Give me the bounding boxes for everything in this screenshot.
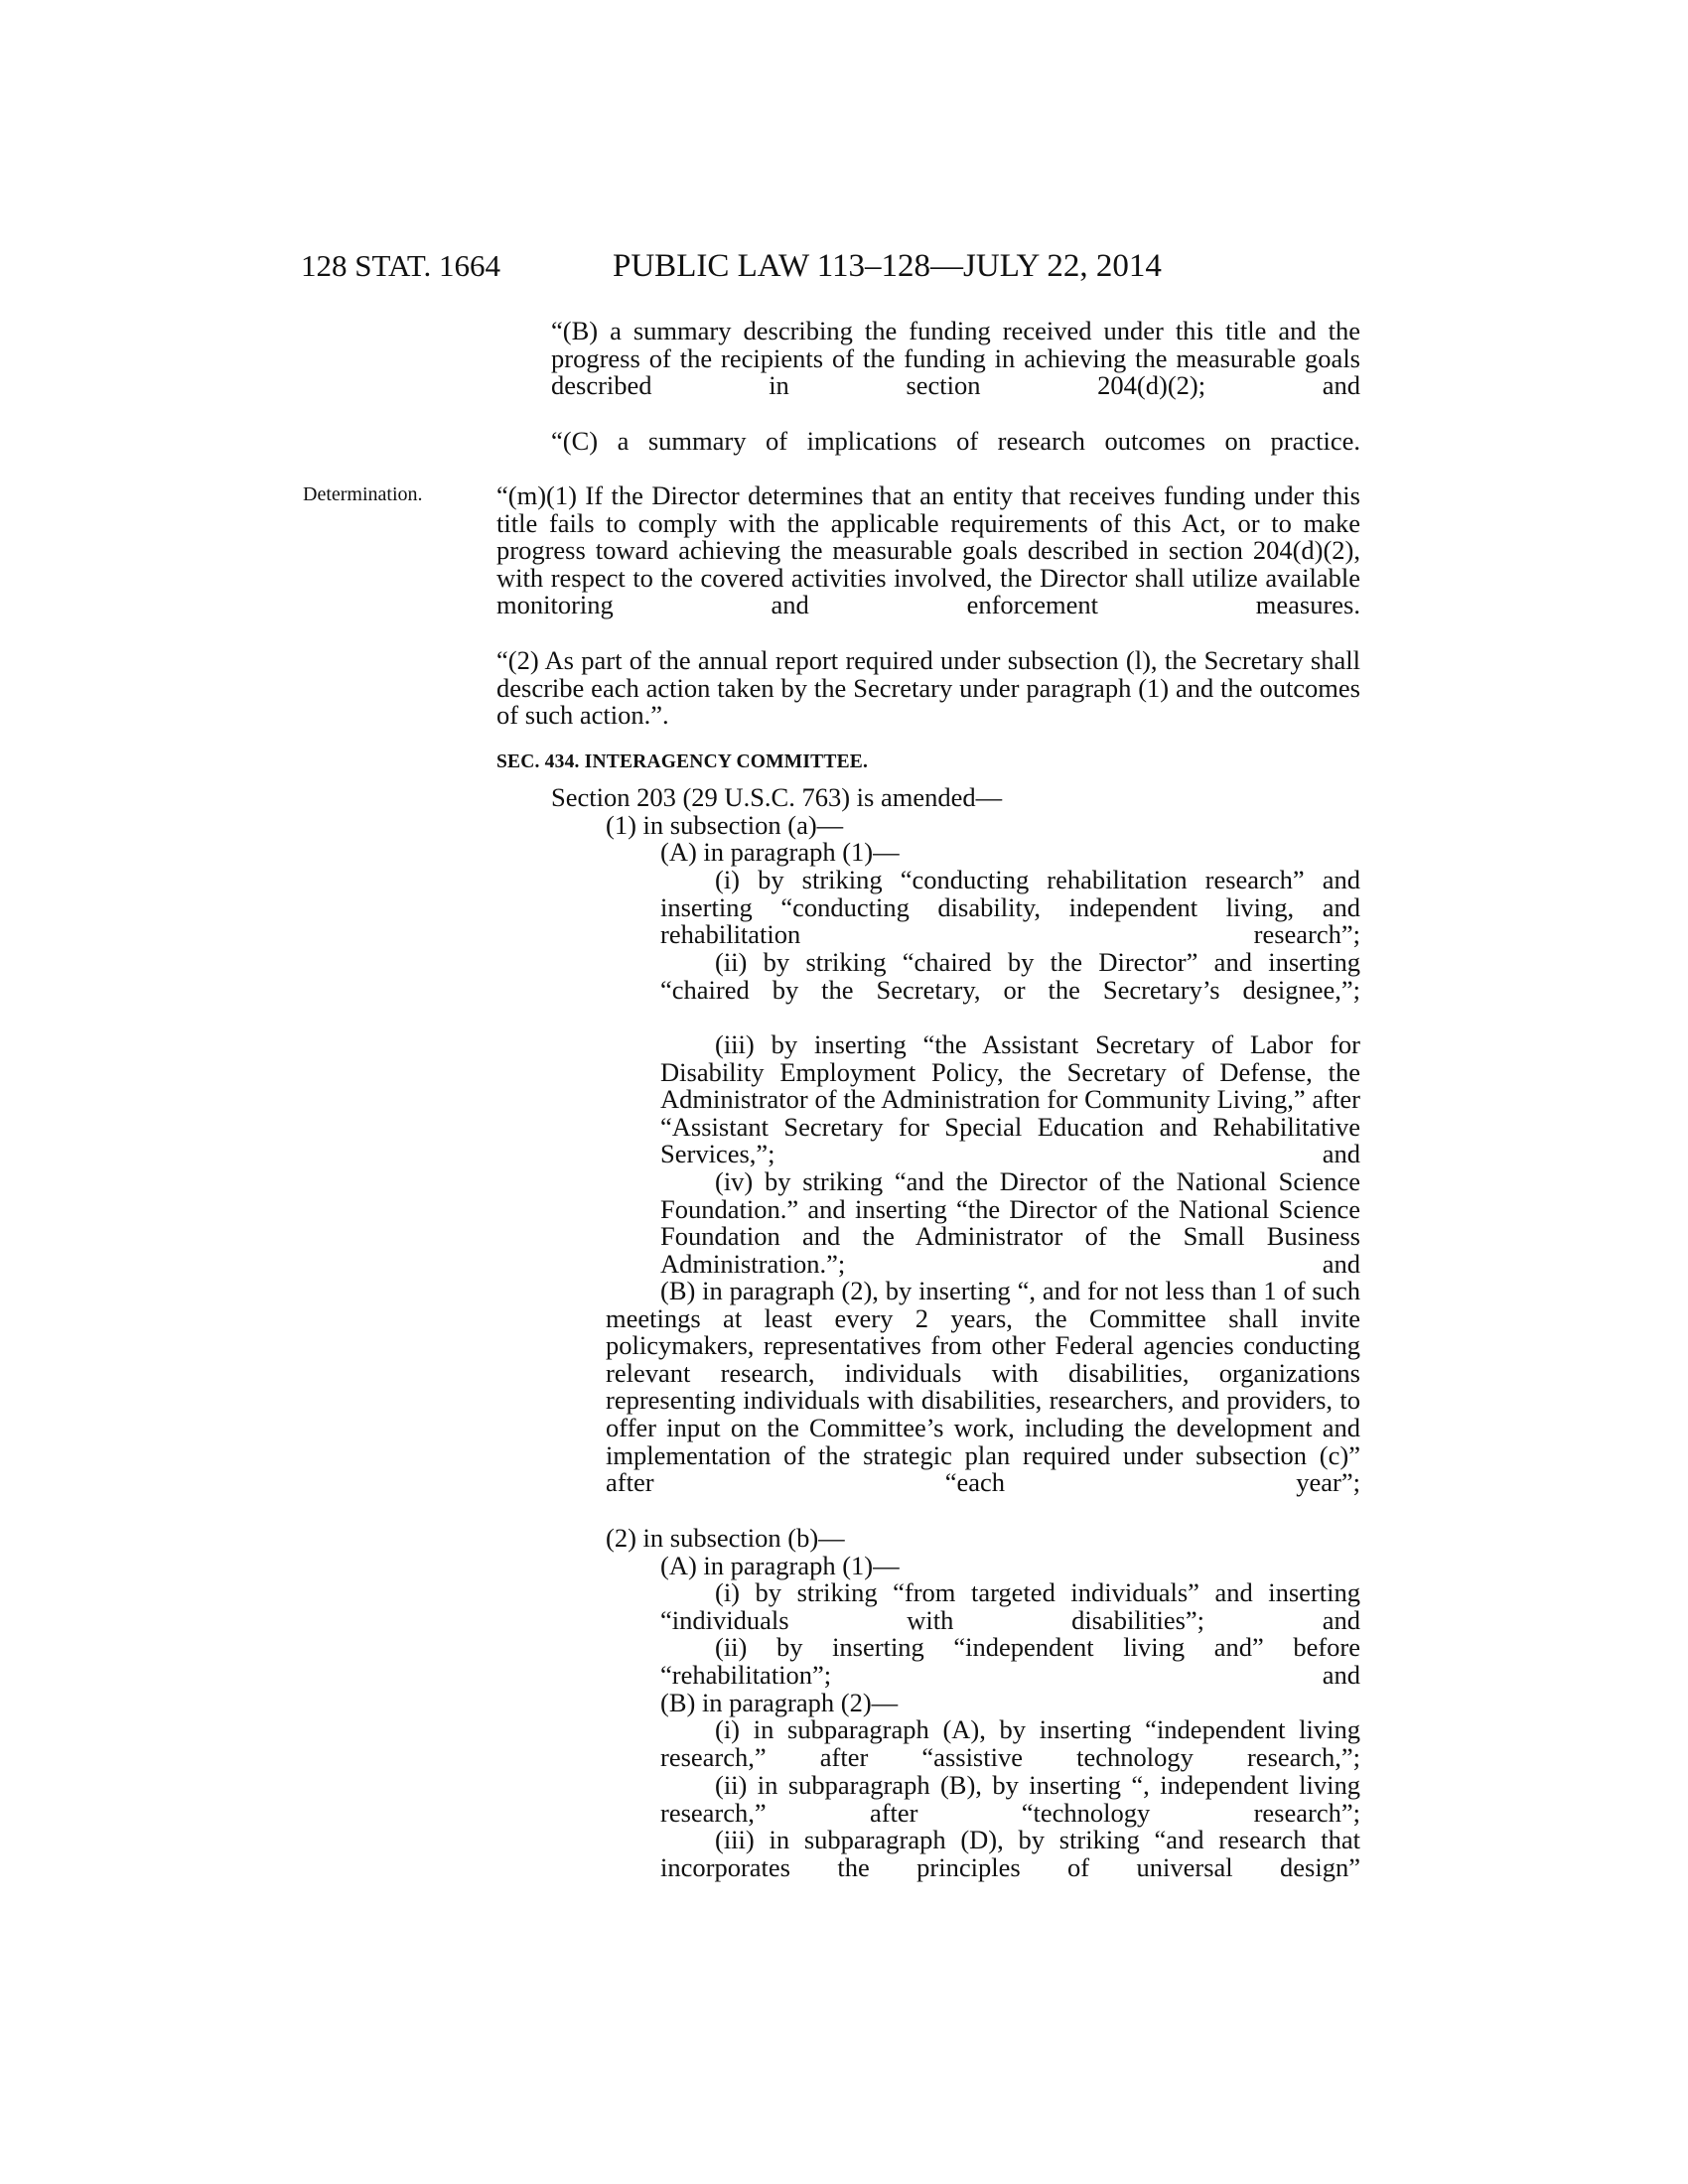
paragraph: “(m)(1) If the Director determines that an entity that receives funding under this title fails to comply with the applicable requirements of this Act, or to make progress toward achieving the measurable goals described in section 204(d)(2), with respect to the covered activities involved, the Director shall utilize available monitoring and enforcement measures. xyxy=(496,480,1360,620)
paragraph: (A) in paragraph (1)— xyxy=(660,837,900,867)
paragraph: “(C) a summary of implications of research outcomes on practice. xyxy=(551,426,1360,456)
paragraph: (ii) by striking “chaired by the Director” and inserting “chaired by the Secretary, or the Secretary’s designee,”; xyxy=(660,947,1360,1005)
paragraph: (i) by striking “from targeted individuals” and inserting “individuals with disabilities”; and xyxy=(660,1577,1360,1635)
paragraph: (2) in subsection (b)— xyxy=(606,1523,845,1553)
section-heading: SEC. 434. INTERAGENCY COMMITTEE. xyxy=(496,751,869,772)
paragraph: “(B) a summary describing the funding received under this title and the progress of the recipients of the funding in achieving the measurable goals described in section 204(d)(2); and xyxy=(551,316,1360,401)
paragraph: “(2) As part of the annual report required under subsection (l), the Secretary shall describe each action taken by the Secretary under paragraph (1) and the outcomes of such action.”. xyxy=(496,645,1360,731)
paragraph: (B) in paragraph (2)— xyxy=(660,1688,899,1717)
paragraph: (ii) by inserting “independent living and” before “rehabilitation”; and xyxy=(660,1632,1360,1690)
paragraph: (B) in paragraph (2), by inserting “, and for not less than 1 of such meetings at least every 2 years, the Committee shall invite policymakers, representatives from other Federal agencies conducting relevant research, individuals with disabilities, organizations representing individuals with disabilities, researchers, and providers, to offer input on the Committee’s work, including the development and implementation of the strategic plan required under subsection (c)” after “each year”; xyxy=(606,1276,1360,1498)
paragraph: (i) in subparagraph (A), by inserting “independent living research,” after “assistive technology research,”; xyxy=(660,1714,1360,1772)
paragraph: Section 203 (29 U.S.C. 763) is amended— xyxy=(551,782,1003,812)
page-title: PUBLIC LAW 113–128—JULY 22, 2014 xyxy=(613,248,1162,284)
paragraph: (ii) in subparagraph (B), by inserting “, independent living research,” after “technology research”; xyxy=(660,1770,1360,1828)
paragraph: (iii) in subparagraph (D), by striking “and research that incorporates the principles of universal design” xyxy=(660,1825,1360,1882)
paragraph: (1) in subsection (a)— xyxy=(606,810,844,840)
paragraph: (A) in paragraph (1)— xyxy=(660,1551,900,1580)
margin-note: Determination. xyxy=(303,483,423,505)
paragraph: (iii) by inserting “the Assistant Secretary of Labor for Disability Employment Policy, the Secretary of Defense, the Administrator of the Administration for Community Living,” after “Assistant Secretary for Special Education and Rehabilitative Services,”; and xyxy=(660,1029,1360,1169)
paragraph: (i) by striking “conducting rehabilitation research” and inserting “conducting disability, independent living, and rehabilitation research”; xyxy=(660,865,1360,950)
paragraph: (iv) by striking “and the Director of the National Science Foundation.” and inserting “the Director of the National Science Foundation and the Administrator of the Small Business Administration.”; and xyxy=(660,1166,1360,1279)
page-reference: 128 STAT. 1664 xyxy=(301,248,501,283)
